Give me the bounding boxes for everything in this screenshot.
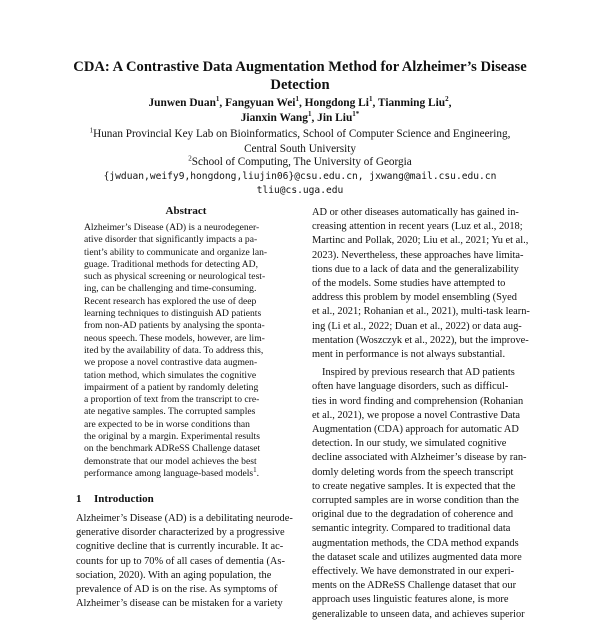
affiliation-2-line: School of Computing, The University of Georgia [191, 156, 412, 168]
author-sup: 1 [215, 95, 220, 104]
abstract-body [84, 222, 288, 480]
affiliation-sup: 1 [89, 126, 94, 135]
title-line-1: CDA: A Contrastive Data Augmentation Method for Alzheimer’s Disease [73, 59, 527, 75]
abstract-heading: Abstract [165, 205, 207, 217]
paragraph-gap [312, 362, 534, 366]
authors-line-1-text: Junwen Duan$^1$, Fangyuan Wei$^1$, Hongdong Li$^1$, Tianming Liu$^2$, [148, 95, 452, 109]
affiliation-1-line-2: Central South University [244, 142, 356, 155]
author-emails [50, 170, 550, 198]
paper-title [60, 58, 540, 94]
authors-line-2-text: Jianxin Wang$^1$, Jin Liu$^{1*}$ [240, 110, 360, 124]
footnote-mark: 1 [253, 465, 257, 474]
author-sup: 1 [368, 95, 373, 104]
author-sup: 1 [307, 110, 312, 119]
abstract-text: Alzheimer’s Disease (AD) is a neurodegener- ative disorder that significantly impacts a pa- tient’s ability to communicate and organize lan- guage. Traditional methods for detecting AD, such as physical screening or neurological test- ing, can be challenging and time-consuming. Recent research has explored the use of deep learning techniques to distinguish AD patients from non-AD patients by analysing the sponta- neous speech. These models, however, are lim- ited by the availability of data. To address this, we propose a novel contrastive data augmen- tation method, which simulates the cognitive impairment of a patient by randomly deleting a proportion of text from the transcript to cre- ate negative samples. The corrupted samples are expected to be in worse conditions than the original by a margin. Experimental results on the benchmark ADReSS Challenge dataset demonstrate that our model achieves the best performance among language-based models [84, 222, 268, 479]
author-list [60, 96, 540, 126]
abstract-end: . [256, 467, 260, 479]
affiliation-1-line-1: Hunan Provincial Key Lab on Bioinformatics, School of Computer Science and Engineering, [93, 128, 511, 140]
author-sup: 1 [295, 95, 299, 104]
section-number: 1 [76, 493, 82, 505]
author-sup: 1* [352, 110, 360, 119]
section-title: Introduction [94, 493, 154, 505]
email-line-2: tliu@cs.uga.edu [256, 185, 344, 196]
right-column-paragraph-1: AD or other diseases automatically has gained in- creasing attention in recent years (Luz et al., 2018; Martinc and Pollak, 2020; Liu et al., 2021; Yu et al., 2023). Nevertheless, these approaches have limita- tions due to a lack of data and the generalizability of the models. Some studies have attempted to address this problem by model ensembling (Syed et al., 2021; Rohanian et al., 2021), multi-task learn- ing (Li et al., 2022; Duan et al., 2022) or data aug- mentation (Woszczyk et al., 2022), but the improve- ment in performance is not always substantial. [312, 207, 530, 361]
email-line-1: {jwduan,weify9,hongdong,liujin06}@csu.edu.cn, jxwang@mail.csu.edu.cn [103, 171, 497, 182]
right-column-paragraph-2: Inspired by previous research that AD patients often have language disorders, such as difficul- ties in word finding and comprehension (Rohanian et al., 2021), we propose a novel Contrastive Data Augmentation (CDA) approach for automatic AD detection. In our study, we simulated cognitive decline associated with Alzheimer’s disease by ran- domly deleting words from the speech transcript to create negative samples. It is expected that the corrupted samples are in worse condition than the original due to the degradation of coherence and semantic integrity. Compared to traditional data augmentation methods, the CDA method expands the dataset scale and utilizes augmented data more effectively. We have demonstrated in our experi- ments on the ADReSS Challenge dataset that our approach uses linguistic features alone, is more generalizable to unseen data, and achieves superior [312, 367, 527, 620]
right-column-body [312, 206, 534, 622]
section-heading-introduction [76, 493, 296, 505]
affiliation-2 [50, 155, 550, 170]
introduction-body: Alzheimer’s Disease (AD) is a debilitating neurode- generative disorder characterized by a progressive cognitive decline that is currently incurable. It ac- counts for up to 70% of all cases of dementia (As- sociation, 2020). With an aging population, the prevalence of AD is on the rise. As symptoms of Alzheimer’s disease can be mistaken for a variety [76, 513, 293, 610]
affiliation-sup: 2 [188, 154, 192, 163]
title-line-2: Detection [270, 77, 330, 93]
affiliation-1 [50, 127, 550, 156]
author-sup: 2 [445, 95, 449, 104]
